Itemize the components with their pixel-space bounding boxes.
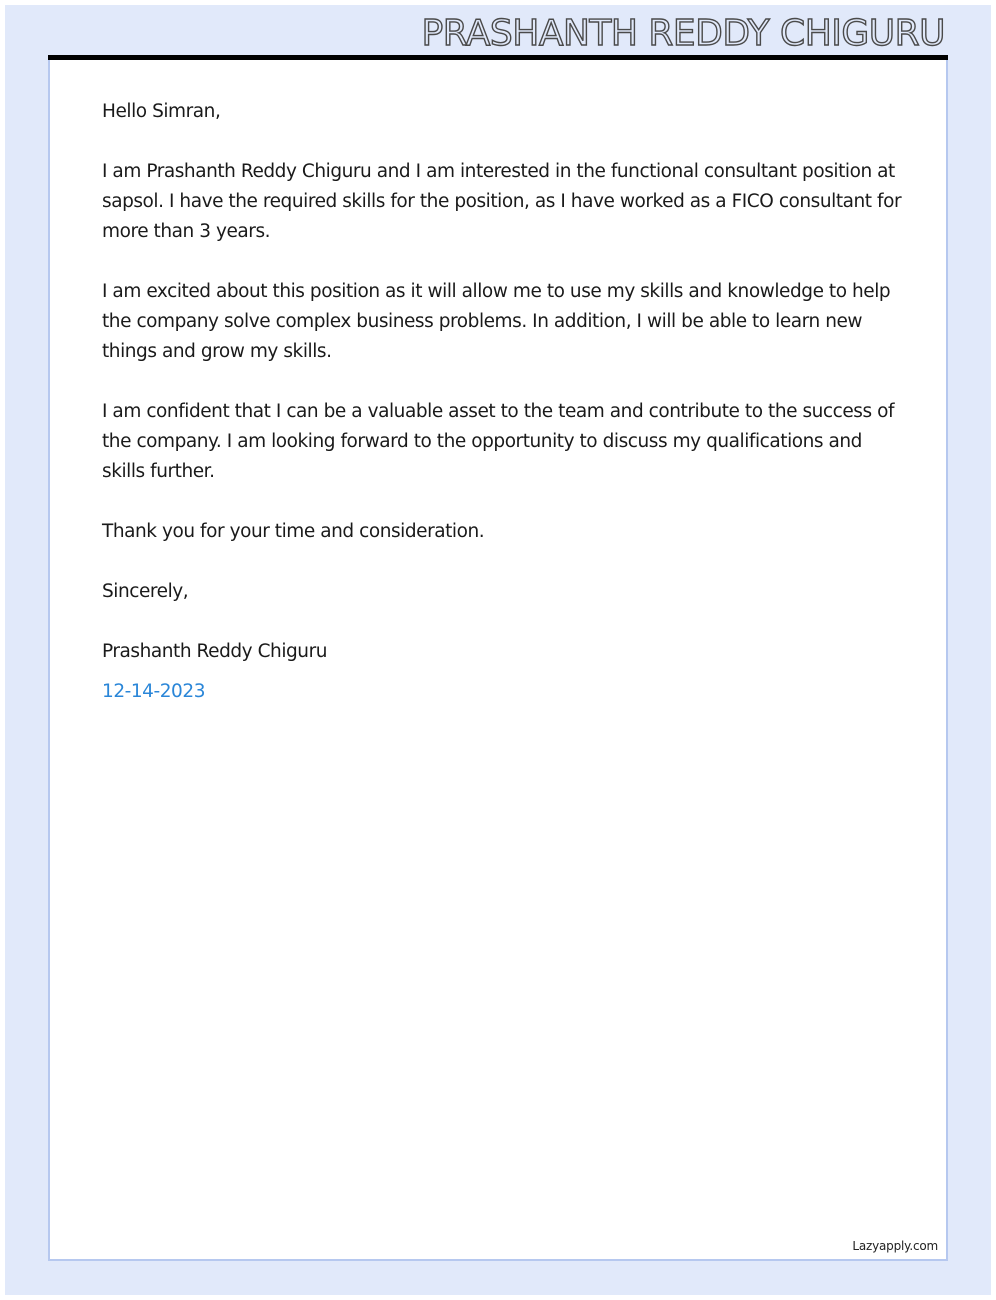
- letter-paragraph: I am excited about this position as it will allow me to use my skills and knowledge to help the company solve complex business problems. In addition, I will be able to learn new things and grow my skills.: [102, 281, 891, 362]
- footer-brand: Lazyapply.com: [852, 1239, 938, 1253]
- letter-paragraph: I am Prashanth Reddy Chiguru and I am interested in the functional consultant position at sapsol. I have the required skills for the position, as I have worked as a FICO consultant for more than 3 years.: [102, 161, 902, 242]
- letter-paragraph: Thank you for your time and consideration.: [102, 521, 485, 542]
- header-name: PRASHANTH REDDY CHIGURU: [421, 13, 945, 54]
- letter-greeting: Hello Simran,: [102, 101, 221, 122]
- letter-closing: Sincerely,: [102, 581, 189, 602]
- letter-signature: Prashanth Reddy Chiguru: [102, 641, 328, 662]
- letter-sheet: [48, 60, 948, 1261]
- letter-paragraph: I am confident that I can be a valuable asset to the team and contribute to the success of the company. I am looking forward to the opportunity to discuss my qualifications and skills further.: [102, 401, 895, 482]
- letter-body: [102, 97, 902, 737]
- letter-date: 12-14-2023: [102, 681, 206, 702]
